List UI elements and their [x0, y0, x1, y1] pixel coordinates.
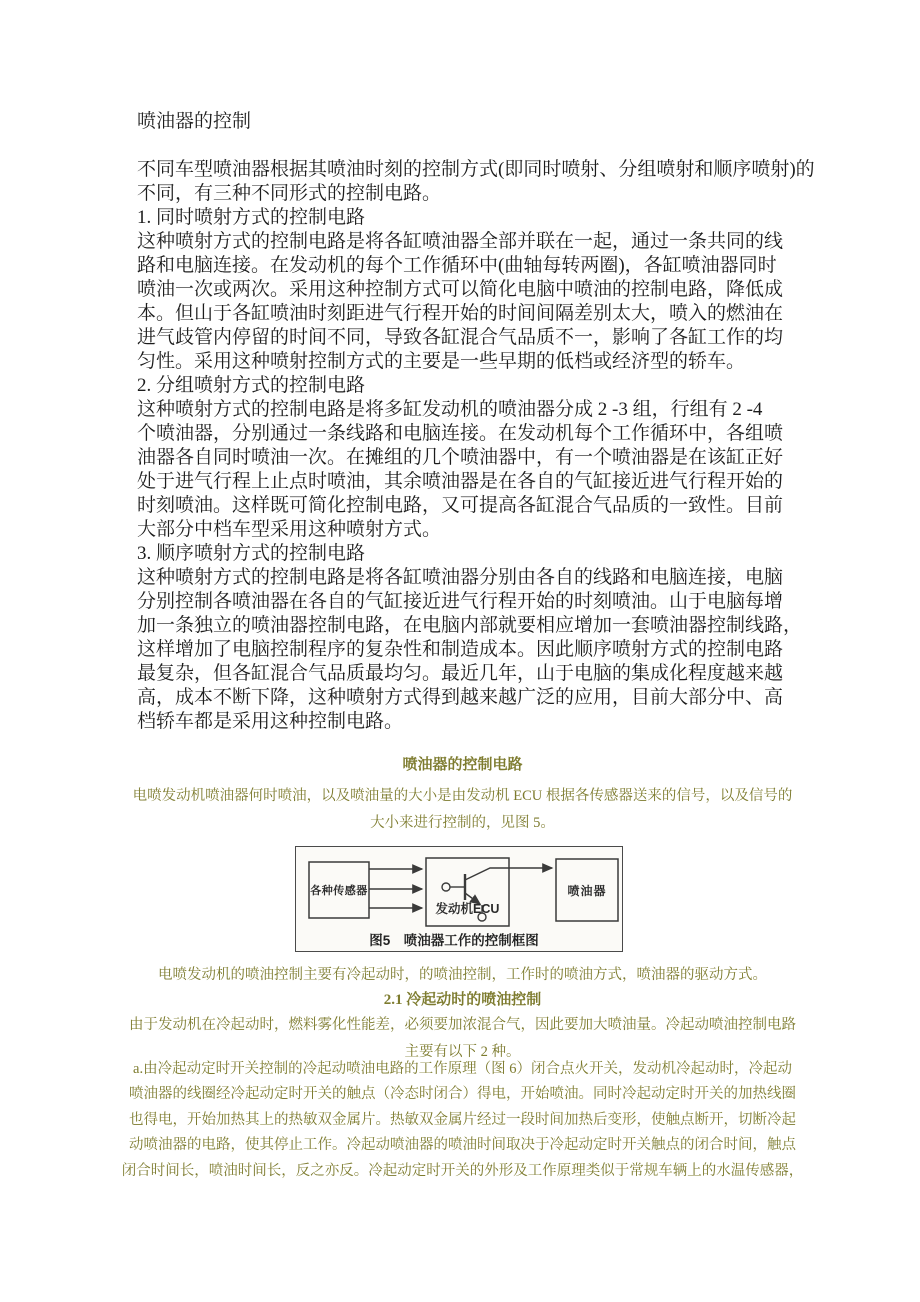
ecu-box-label: 发动机ECU: [435, 902, 500, 916]
text-line: 路和电脑连接。在发动机的每个工作循环中(曲轴每转两圈)，各缸喷油器同时: [137, 255, 777, 276]
text-line: 电喷发动机喷油器何时喷油，以及喷油量的大小是由发动机 ECU 根据各传感器送来的信号，以及信号的: [132, 788, 793, 804]
text-line: 这样增加了电脑控制程序的复杂性和制造成本。因此顺序喷射方式的控制电路: [137, 639, 784, 660]
text-line: 动喷油器的电路，使其停止工作。冷起动喷油器的喷油时间取决于冷起动定时开关触点的闭合时间，触点: [129, 1137, 796, 1154]
text-line: 这种喷射方式的控制电路是将各缸喷油器分别由各自的线路和电脑连接，电脑: [137, 567, 784, 588]
text-line: 本。但山于各缸喷油时刻距进气行程开始的时间间隔差别太大，喷入的燃油在: [137, 303, 784, 324]
text-line: 喷油器的线圈经冷起动定时开关的触点（冷态时闭合）得电，开始喷油。同时冷起动定时开关的加热线圈: [129, 1086, 796, 1103]
text-line: 不同，有三种不同形式的控制电路。: [137, 183, 442, 204]
text-line: 主要有以下 2 种。: [404, 1044, 521, 1060]
text-line: 喷油一次或两次。采用这种控制方式可以简化电脑中喷油的控制电路，降低成: [137, 279, 784, 300]
olive-paragraph-4: [120, 1057, 805, 1184]
figure-caption: 图5 喷油器工作的控制框图: [369, 933, 539, 948]
doc-title: 喷油器的控制: [137, 111, 252, 132]
subsection-header: 2.1 冷起动时的喷油控制: [383, 992, 542, 1008]
text-line: 高，成本不断下降，这种喷射方式得到越来越广泛的应用，目前大部分中、高: [137, 687, 784, 708]
text-line: 2. 分组喷射方式的控制电路: [137, 375, 366, 396]
text-line: 不同车型喷油器根据其喷油时刻的控制方式(即同时喷射、分组喷射和顺序喷射)的: [137, 159, 815, 180]
text-line: 也得电，开始加热其上的热敏双金属片。热敏双金属片经过一段时间加热后变形，使触点断开，切断冷起: [129, 1111, 796, 1128]
text-line: 1. 同时喷射方式的控制电路: [137, 207, 366, 228]
text-line: 大部分中档车型采用这种喷射方式。: [137, 519, 442, 540]
text-line: 分别控制各喷油器在各自的气缸接近进气行程开始的时刻喷油。山于电脑每增: [137, 591, 784, 612]
text-line: 个喷油器，分别通过一条线路和电脑连接。在发动机每个工作循环中，各组喷: [137, 423, 784, 444]
transistor-base-terminal: [442, 883, 450, 891]
text-line: 大小来进行控制的，见图 5。: [370, 815, 555, 831]
text-line: 档轿车都是采用这种控制电路。: [137, 711, 404, 732]
figure-5: [295, 846, 623, 952]
sensors-box-label: 各种传感器: [310, 885, 368, 897]
text-line: 油器各自同时喷油一次。在摊组的几个喷油器中，有一个喷油器是在该缸正好: [137, 447, 784, 468]
text-line: 由于发动机在冷起动时，燃料雾化性能差，必须要加浓混合气，因此要加大喷油量。冷起动喷油控制电路: [129, 1017, 796, 1033]
text-line: 加一条独立的喷油器控制电路，在电脑内部就要相应增加一套喷油器控制线路，: [137, 615, 803, 636]
text-line: 闭合时间长，喷油时间长，反之亦反。冷起动定时开关的外形及工作原理类似于常规车辆上的水温传感器，: [121, 1162, 804, 1179]
intro-section: [137, 158, 837, 734]
section-header: 喷油器的控制电路: [402, 757, 523, 773]
text-line: 时刻喷油。这样既可简化控制电路，又可提高各缸混合气品质的一致性。目前: [137, 495, 784, 516]
olive-paragraph-2: 电喷发动机的喷油控制主要有冷起动时，的喷油控制，工作时的喷油方式，喷油器的驱动方式。: [158, 967, 767, 983]
text-line: 这种喷射方式的控制电路是将多缸发动机的喷油器分成 2 -3 组，行组有 2 -4: [137, 399, 763, 420]
text-line: 进气歧管内停留的时间不同，导致各缸混合气品质不一，影响了各缸工作的均: [137, 327, 784, 348]
text-line: 处于进气行程上止点时喷油，其余喷油器是在各自的气缸接近进气行程开始的: [137, 471, 784, 492]
transistor-collector: [465, 868, 509, 880]
text-line: 这种喷射方式的控制电路是将各缸喷油器全部并联在一起，通过一条共同的线: [137, 231, 784, 252]
text-line: 匀性。采用这种喷射控制方式的主要是一些早期的低档或经济型的轿车。: [137, 351, 746, 372]
text-line: 3. 顺序喷射方式的控制电路: [137, 543, 366, 564]
text-line: 最复杂，但各缸混合气品质最均匀。最近几年，山于电脑的集成化程度越来越: [137, 663, 784, 684]
olive-paragraph-1: [120, 783, 805, 837]
injector-box-label: 喷油器: [567, 883, 607, 898]
text-line: a.由冷起动定时开关控制的冷起动喷油电路的工作原理（图 6）闭合点火开关，发动机冷起动时，冷起动: [133, 1061, 792, 1077]
